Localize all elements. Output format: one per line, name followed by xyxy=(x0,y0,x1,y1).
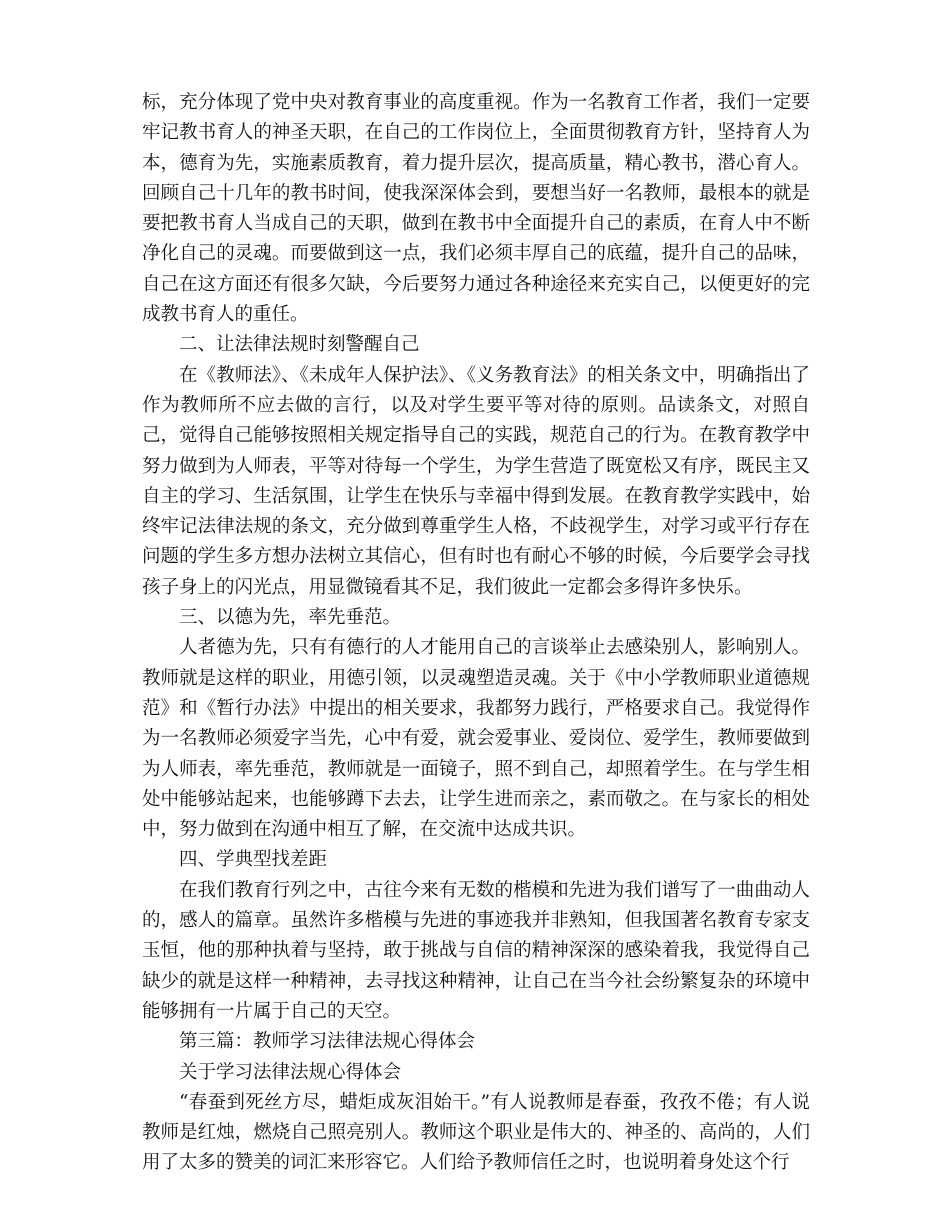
chapter-title-3: 第三篇：教师学习法律法规心得体会 xyxy=(179,1031,476,1053)
paragraph-virtue: 人者德为先，只有有德行的人才能用自己的言谈举止去感染别人，影响别人。教师就是这样的职业，用德引领，以灵魂塑造灵魂。关于《中小学教师职业道德规范》和《暂行办法》中提出的相关要求，我都努力践行，严格要求自己。我觉得作为一名教师必须爱字当先，心中有爱，就会爱事业、爱岗位、爱学生，教师要做到为人师表，率先垂范，教师就是一面镜子，照不到自己，却照着学生。在与学生相处中能够站起来，也能够蹲下去去，让学生进而亲之，素而敬之。在与家长的相处中，努力做到在沟通中相互了解，在交流中达成共识。 xyxy=(142,637,810,841)
paragraph-models: 在我们教育行列之中，古往今来有无数的楷模和先进为我们谱写了一曲曲动人的，感人的篇章。虽然许多楷模与先进的事迹我并非熟知，但我国著名教育专家支玉恒，他的那种执着与坚持，敢于挑战与自信的精神深深的感染着我，我觉得自己缺少的就是这样一种精神，去寻找这种精神，让自己在当今社会纷繁复杂的环境中能够拥有一片属于自己的天空。 xyxy=(142,879,810,1022)
paragraph-continuation: 标，充分体现了党中央对教育事业的高度重视。作为一名教育工作者，我们一定要牢记教书育人的神圣天职，在自己的工作岗位上，全面贯彻教育方针，坚持育人为本，德育为先，实施素质教育，着力提升层次，提高质量，精心教书，潜心育人。回顾自己十几年的教书时间，使我深深体会到，要想当好一名教师，最根本的就是要把教书育人当成自己的天职，做到在教书中全面提升自己的素质，在育人中不断净化自己的灵魂。而要做到这一点，我们必须丰厚自己的底蕴，提升自己的品味，自己在这方面还有很多欠缺，今后要努力通过各种途径来充实自己，以便更好的完成教书育人的重任。 xyxy=(142,92,810,326)
section-heading-4: 四、学典型找差距 xyxy=(179,849,328,871)
paragraph-intro: “春蚕到死丝方尽，蜡炬成灰泪始干。”有人说教师是春蚕，孜孜不倦；有人说教师是红烛，燃烧自己照亮别人。教师这个职业是伟大的、神圣的、高尚的，人们用了太多的赞美的词汇来形容它。人们给予教师信任之时，也说明着身处这个行 xyxy=(142,1091,810,1174)
document-page xyxy=(142,88,810,1179)
paragraph-law: 在《教师法》、《未成年人保护法》、《义务教育法》的相关条文中，明确指出了作为教师所不应去做的言行，以及对学生要平等对待的原则。品读条文，对照自己，觉得自己能够按照相关规定指导自己的实践，规范自己的行为。在教育教学中努力做到为人师表，平等对待每一个学生，为学生营造了既宽松又有序，既民主又自主的学习、生活氛围，让学生在快乐与幸福中得到发展。在教育教学实践中，始终牢记法律法规的条文，充分做到尊重学生人格，不歧视学生，对学习或平行存在问题的学生多方想办法树立其信心，但有时也有耐心不够的时候，今后要学会寻找孩子身上的闪光点，用显微镜看其不足，我们彼此一定都会多得许多快乐。 xyxy=(142,364,810,598)
section-heading-2: 二、让法律法规时刻警醒自己 xyxy=(179,334,420,356)
section-heading-3: 三、以德为先，率先垂范。 xyxy=(179,607,402,629)
chapter-subtitle: 关于学习法律法规心得体会 xyxy=(179,1061,402,1083)
